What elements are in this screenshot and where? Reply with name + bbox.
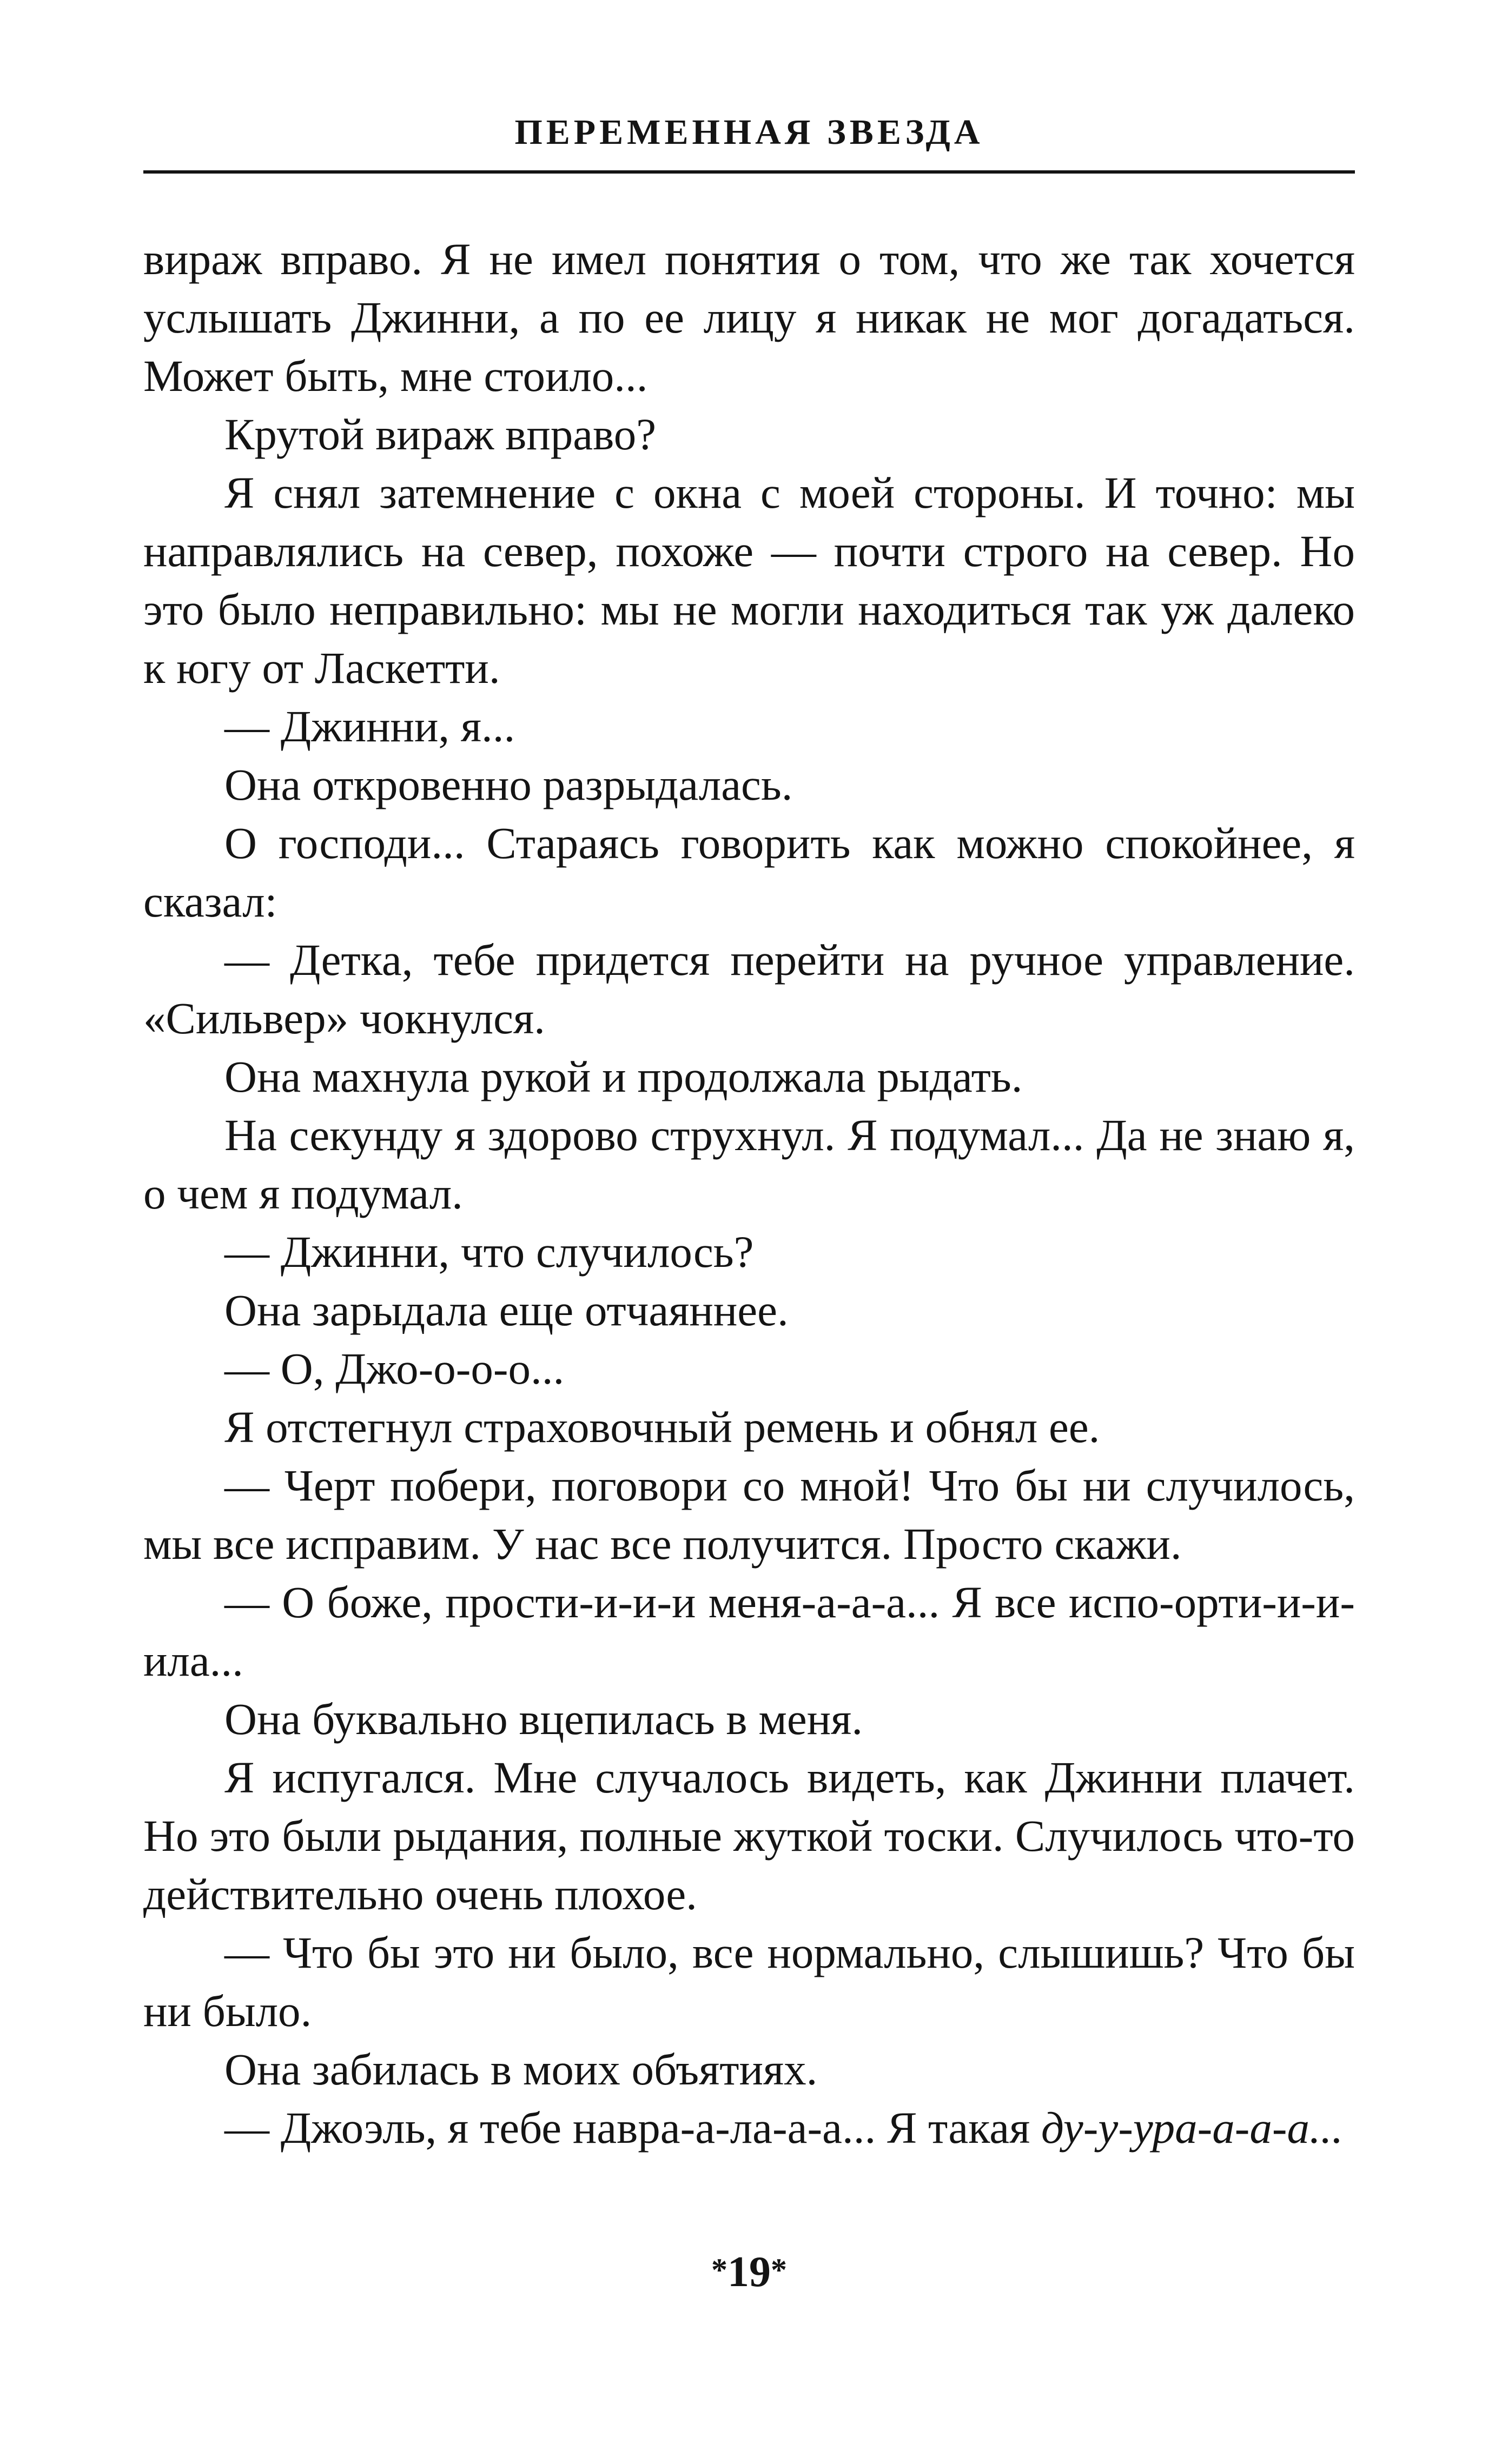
- running-head: ПЕРЕМЕННАЯ ЗВЕЗДА: [514, 112, 984, 152]
- paragraph: — Черт побери, поговори со мной! Что бы ни случилось, мы все исправим. У нас все получится. Просто скажи.: [143, 1460, 1355, 1569]
- page-number: [143, 2244, 1355, 2298]
- paragraph: Я отстегнул страховочный ремень и обнял ее.: [224, 1402, 1100, 1452]
- paragraph: — Джинни, я...: [224, 701, 515, 751]
- paragraph: Крутой вираж вправо?: [224, 409, 657, 459]
- body-text: [143, 230, 1355, 2157]
- paragraph: — Детка, тебе придется перейти на ручное управление. «Сильвер» чокнулся.: [143, 935, 1355, 1043]
- paragraph: — Что бы это ни было, все нормально, слышишь? Что бы ни было.: [143, 1928, 1355, 2036]
- paragraph: Она забилась в моих объятиях.: [224, 2044, 818, 2094]
- folio-number: 19: [727, 2248, 771, 2296]
- paragraph-last-italic: ду-у-ура-а-а-а...: [1041, 2103, 1344, 2153]
- paragraph-last: [143, 2098, 1355, 2157]
- folio-star-right: *: [771, 2252, 787, 2288]
- paragraph: Я снял затемнение с окна с моей стороны. И точно: мы направлялись на север, похоже — почти строго на север. Но это было неправильно: мы не могли находиться так уж далеко к югу от Ласкетти.: [143, 468, 1355, 693]
- paragraph-last-text: — Джоэль, я тебе навра-а-ла-а-а... Я такая: [224, 2103, 1042, 2153]
- paragraph: На секунду я здорово струхнул. Я подумал... Да не знаю я, о чем я подумал.: [143, 1110, 1355, 1218]
- paragraph: Она буквально вцепилась в меня.: [224, 1694, 863, 1744]
- paragraph: Я испугался. Мне случалось видеть, как Джинни плачет. Но это были рыдания, полные жуткой тоски. Случилось что-то действительно очень плохое.: [143, 1752, 1355, 1919]
- paragraph: — О боже, прости-и-и-и меня-а-а-а... Я все испо-орти-и-и-ила...: [143, 1577, 1355, 1685]
- paragraph: О господи... Стараясь говорить как можно спокойнее, я сказал:: [143, 818, 1355, 926]
- folio-star-left: *: [711, 2252, 727, 2288]
- paragraph: Она откровенно разрыдалась.: [224, 760, 793, 809]
- header-rule: [143, 170, 1355, 174]
- paragraph: Она зарыдала еще отчаяннее.: [224, 1285, 789, 1335]
- paragraph: Она махнула рукой и продолжала рыдать.: [224, 1052, 1023, 1101]
- paragraph: — Джинни, что случилось?: [224, 1227, 754, 1277]
- paragraph: вираж вправо. Я не имел понятия о том, что же так хочется услышать Джинни, а по ее лицу я никак не мог догадаться. Может быть, мне стоило...: [143, 234, 1355, 401]
- paragraph: — О, Джо-о-о-о...: [224, 1344, 565, 1393]
